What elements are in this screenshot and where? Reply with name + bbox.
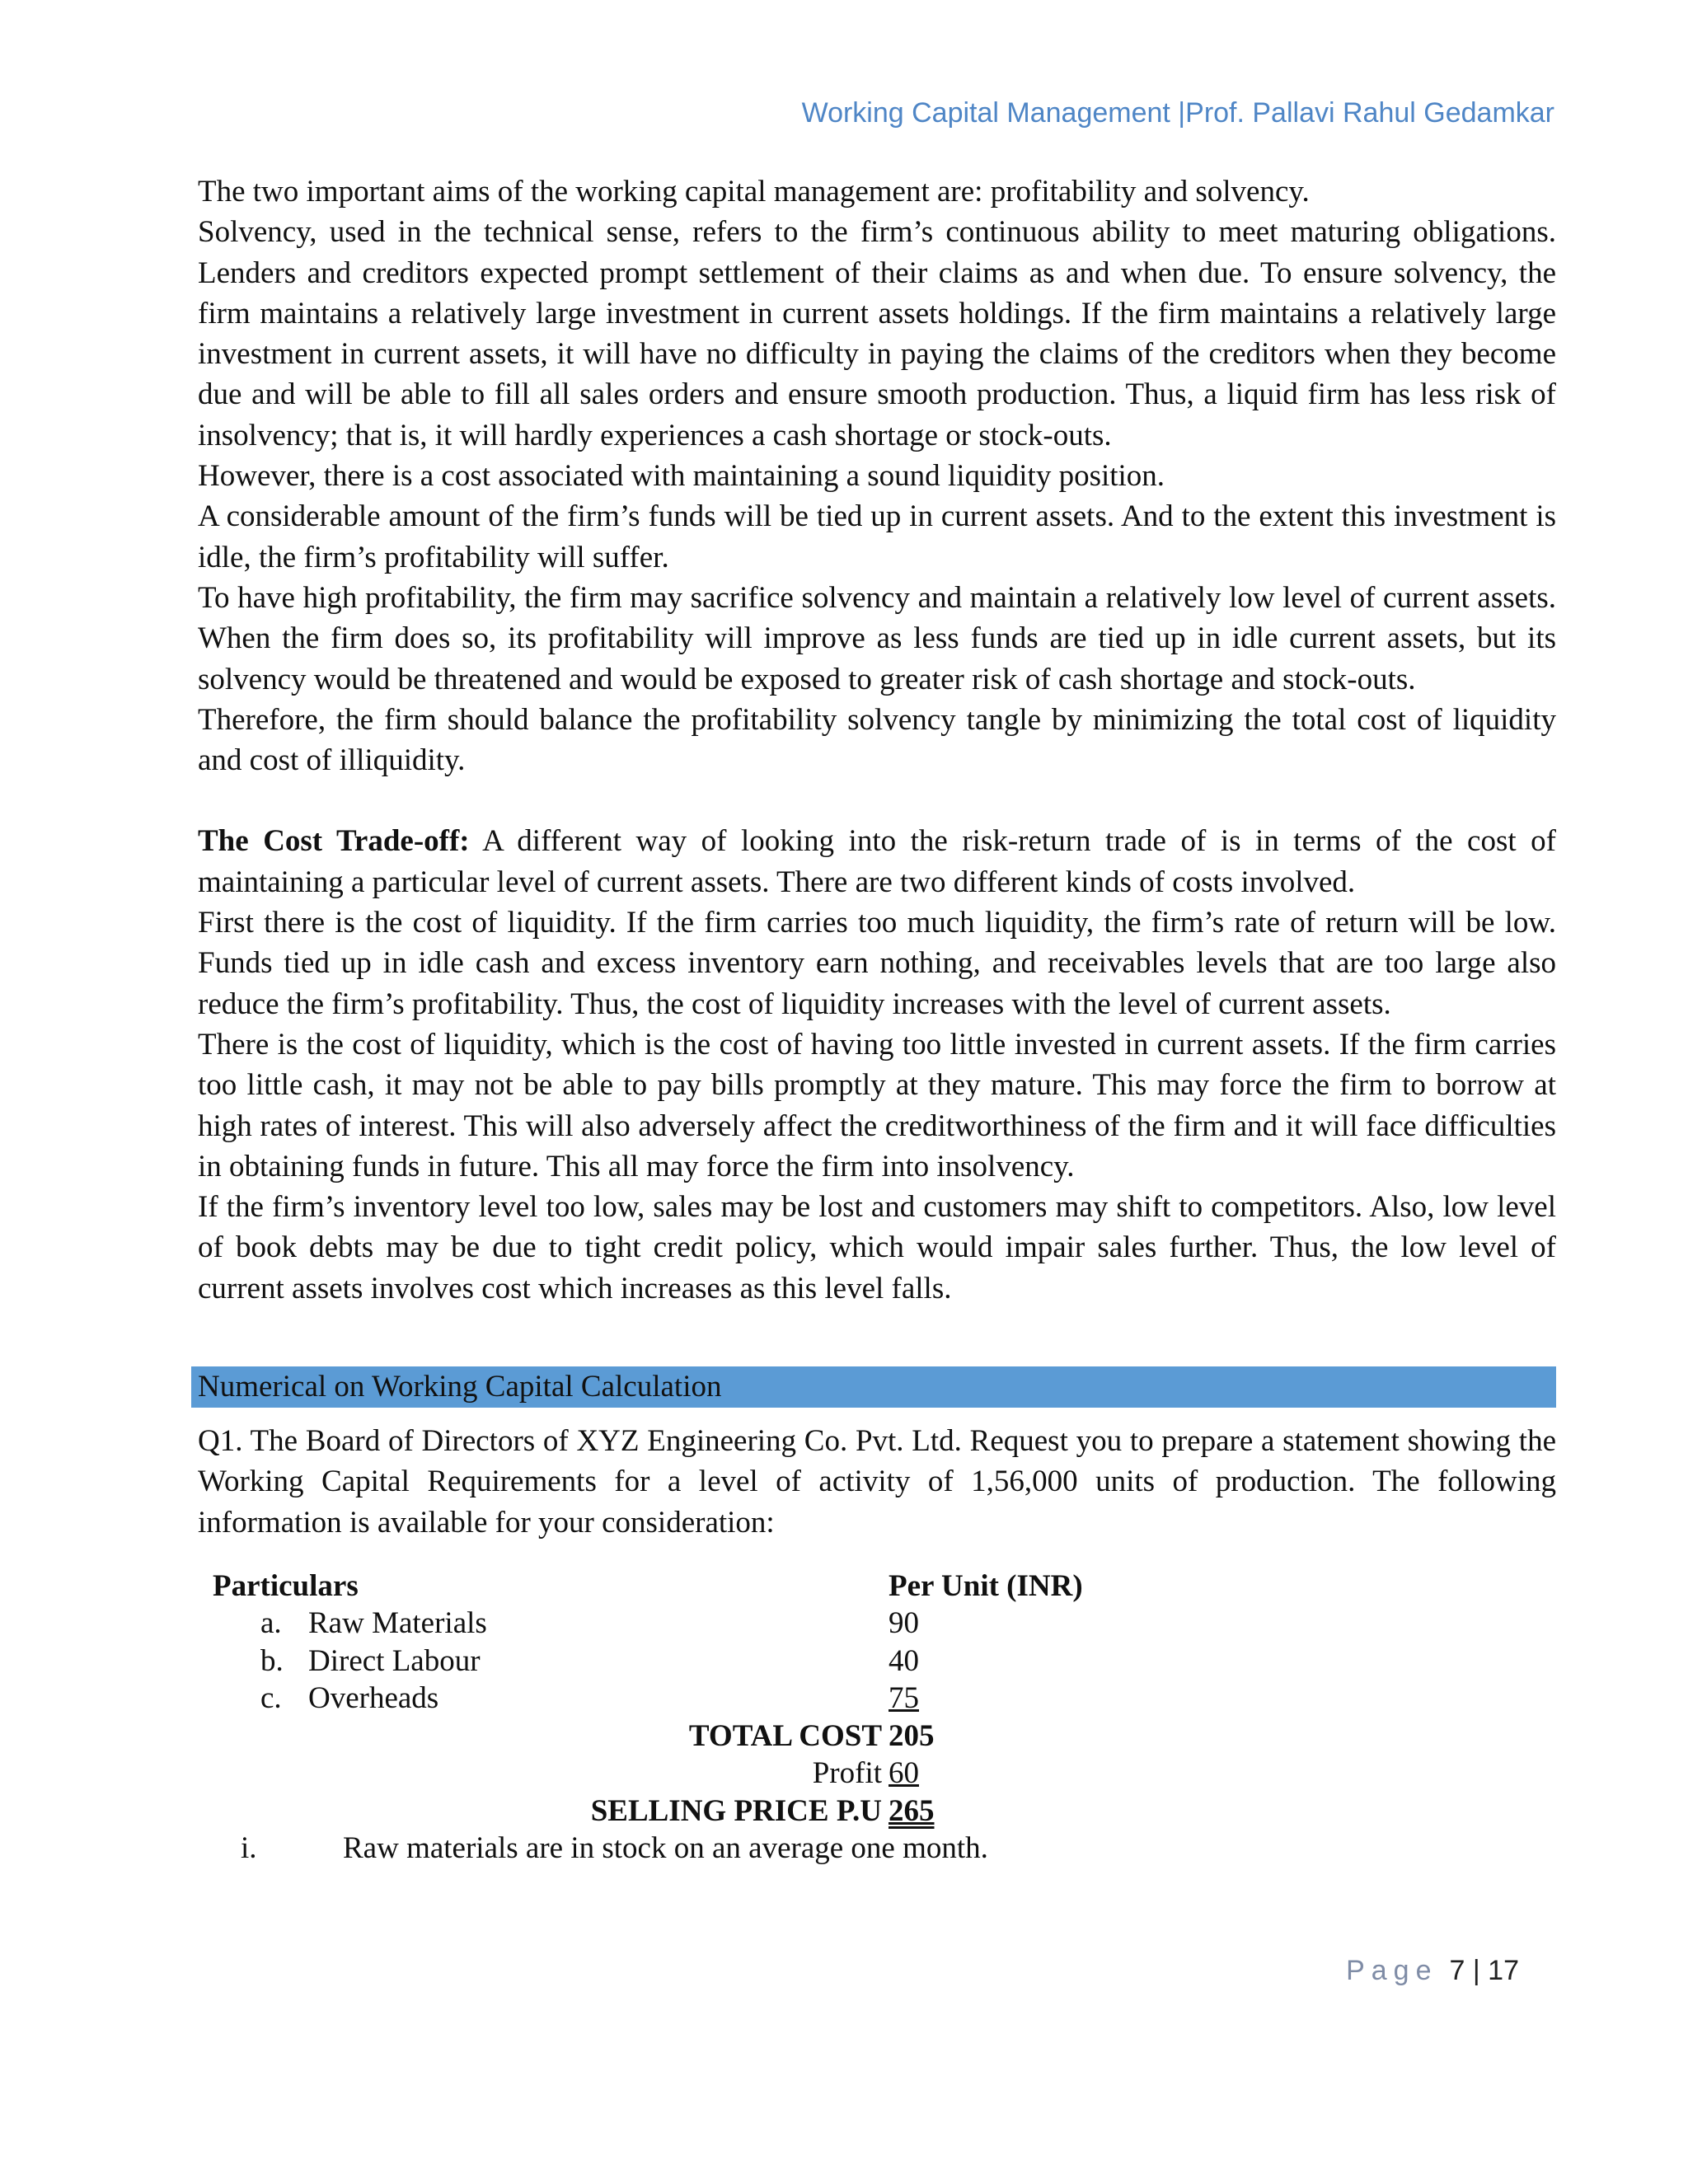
row-label: Overheads [308, 1681, 439, 1716]
profit-value: 60 [889, 1756, 919, 1791]
paragraph-cost-of-liquidity: First there is the cost of liquidity. If the firm carries too much liquidity, the firm’s rate of return will be low. Funds tied up in idle cash and excess inventory earn nothing, and receivables levels that are too large also reduce the firm’s profitability. Thus, the cost of liquidity increases with the level of current assets. [198, 906, 1556, 1021]
profit-row [198, 1755, 1556, 1793]
row-marker: b. [260, 1643, 284, 1678]
list-text: Raw materials are in stock on an average one month. [343, 1831, 988, 1866]
page-number: 7 [1449, 1955, 1465, 1986]
list-marker: i. [241, 1831, 257, 1866]
total-cost-value: 205 [889, 1718, 935, 1753]
paragraph-cost-of-illiquidity: There is the cost of liquidity, which is the cost of having too little invested in current assets. If the firm carries too little cash, it may not be able to pay bills promptly at they mature. This may force the firm to borrow at high rates of interest. This will also adversely affect the creditworthiness of the firm and it will face difficulties in obtaining funds in future. This all may force the firm into insolvency. [198, 1027, 1556, 1183]
row-marker: a. [260, 1606, 282, 1641]
row-value: 75 [889, 1681, 919, 1716]
row-label: Direct Labour [308, 1643, 481, 1678]
selling-price-row [198, 1793, 1556, 1830]
question-text: Q1. The Board of Directors of XYZ Engineering Co. Pvt. Ltd. Request you to prepare a statement showing the Working Capital Requirements for a level of activity of 1,56,000 units of production. The following information is available for your consideration: [198, 1424, 1556, 1540]
trade-off-heading: The Cost Trade-off: [198, 824, 470, 859]
total-cost-row [198, 1718, 1556, 1755]
paragraph-profitability: To have high profitability, the firm may sacrifice solvency and maintain a relatively low level of current assets. When the firm does so, its profitability will improve as less funds are tied up in idle current assets, but its solvency would be threatened and would be exposed to greater risk of cash shortage and stock-outs. [198, 580, 1556, 696]
paragraph-inventory: If the firm’s inventory level too low, sales may be lost and customers may shift to competitors. Also, low level of book debts may be due to tight credit policy, which would impair sales further. Thus, the low level of current assets involves cost which increases as this level falls. [198, 1190, 1556, 1305]
list-item [198, 1830, 1556, 1868]
row-marker: c. [260, 1681, 282, 1716]
paragraph-funds: A considerable amount of the firm’s funds will be tied up in current assets. And to the extent this investment is idle, the firm’s profitability will suffer. [198, 499, 1556, 574]
page-header: Working Capital Management |Prof. Pallavi Rahul Gedamkar [801, 97, 1554, 129]
selling-price-label: SELLING PRICE P.U [590, 1793, 882, 1828]
trade-off-text: A different way of looking into the risk-return trade of is in terms of the cost of maintaining a particular level of current assets. There are two different kinds of costs involved. [198, 824, 1556, 899]
selling-price-value: 265 [889, 1793, 935, 1828]
paragraph-cost: However, there is a cost associated with maintaining a sound liquidity position. [198, 459, 1165, 494]
page-footer [1346, 1955, 1519, 1987]
page-word: Page [1346, 1955, 1438, 1986]
column-header-per-unit: Per Unit (INR) [889, 1568, 1083, 1603]
row-value: 40 [889, 1643, 919, 1678]
cost-table [198, 1568, 1556, 1868]
paragraph-trade-off [198, 821, 1556, 902]
column-header-particulars: Particulars [213, 1568, 359, 1603]
document-body [198, 171, 1556, 1868]
row-value: 90 [889, 1606, 919, 1641]
table-header-row [198, 1568, 1556, 1605]
table-row [198, 1643, 1556, 1680]
profit-label: Profit [812, 1756, 882, 1791]
paragraph-balance: Therefore, the firm should balance the profitability solvency tangle by minimizing the total cost of liquidity and cost of illiquidity. [198, 702, 1556, 778]
page-total: 17 [1488, 1955, 1519, 1986]
table-row [198, 1680, 1556, 1718]
section-heading: Numerical on Working Capital Calculation [191, 1366, 1556, 1408]
paragraph-solvency: Solvency, used in the technical sense, refers to the firm’s continuous ability to meet maturing obligations. Lenders and creditors expected prompt settlement of their claims as and when due. To ensure solvency, the firm maintains a relatively large investment in current assets holdings. If the firm maintains a relatively large investment in current assets, it will have no difficulty in paying the claims of the creditors when they become due and will be able to fill all sales orders and ensure smooth production. Thus, a liquid firm has less risk of insolvency; that is, it will hardly experiences a cash shortage or stock-outs. [198, 215, 1556, 452]
total-cost-label: TOTAL COST [688, 1718, 882, 1753]
table-row [198, 1605, 1556, 1643]
paragraph-aims: The two important aims of the working capital management are: profitability and solvency. [198, 175, 1310, 209]
row-label: Raw Materials [308, 1606, 487, 1641]
page-separator: | [1472, 1955, 1480, 1986]
